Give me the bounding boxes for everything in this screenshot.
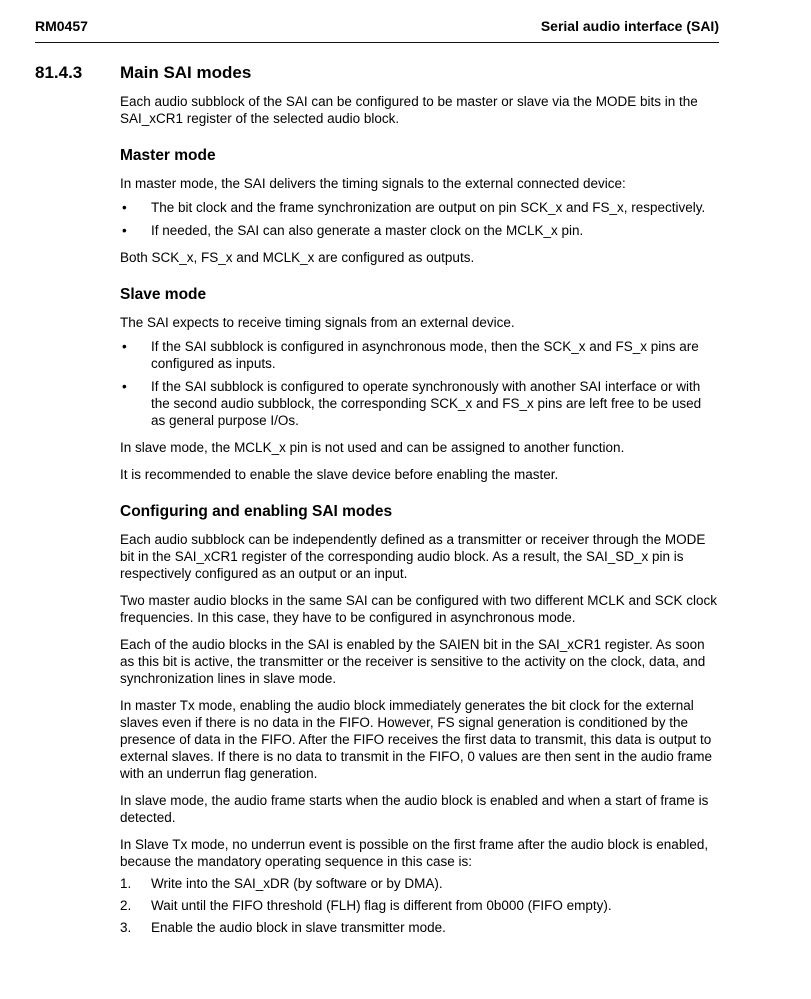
subheading-master-mode: Master mode xyxy=(120,147,216,164)
list-item-text: If the SAI subblock is configured to operate synchronously with another SAI interface or with the second audio subblock, the corresponding SCK_x and FS_x pins are left free to be used as general purpose I/Os. xyxy=(151,379,702,428)
section-content xyxy=(35,62,719,936)
section-number: 81.4.3 xyxy=(35,63,83,82)
slave-mode-bullet-list xyxy=(120,338,719,429)
paragraph-configuring-4: In master Tx mode, enabling the audio block immediately generates the bit clock for the external slaves even if there is no data in the FIFO. However, FS signal generation is conditioned by the presence of data in the FIFO. After the FIFO receives the first data to transmit, this data is output to external slaves. If there is no data to transmit in the FIFO, 0 values are then sent in the audio frame with an underrun flag generation. xyxy=(120,698,713,781)
bullet-icon: • xyxy=(122,339,127,354)
list-item-text: If the SAI subblock is configured in asynchronous mode, then the SCK_x and FS_x pins are configured as inputs. xyxy=(151,339,699,371)
paragraph-configuring-5: In slave mode, the audio frame starts when the audio block is enabled and when a start of frame is detected. xyxy=(120,793,709,825)
section-heading xyxy=(35,62,719,83)
paragraph-configuring-6: In Slave Tx mode, no underrun event is possible on the first frame after the audio block is enabled, because the mandatory operating sequence in this case is: xyxy=(120,837,709,869)
master-mode-bullet-list xyxy=(120,199,719,239)
paragraph-master-lead: In master mode, the SAI delivers the timing signals to the external connected device: xyxy=(120,176,626,191)
step-number: 2. xyxy=(120,898,132,913)
header-title: Serial audio interface (SAI) xyxy=(540,18,719,34)
step-number: 1. xyxy=(120,876,132,891)
step-number: 3. xyxy=(120,920,132,935)
numbered-list-item xyxy=(120,919,719,936)
bullet-icon: • xyxy=(122,200,127,215)
section-title: Main SAI modes xyxy=(120,63,252,82)
list-item xyxy=(120,199,719,216)
paragraph-configuring-2: Two master audio blocks in the same SAI can be configured with two different MCLK and SCK clock frequencies. In this case, they have to be configured in asynchronous mode. xyxy=(120,593,718,625)
numbered-list-item xyxy=(120,875,719,892)
list-item xyxy=(120,378,719,429)
subheading-slave-mode: Slave mode xyxy=(120,286,207,303)
bullet-icon: • xyxy=(122,223,127,238)
paragraph-intro: Each audio subblock of the SAI can be configured to be master or slave via the MODE bits in the SAI_xCR1 register of the selected audio block. xyxy=(120,94,698,126)
header-doc-id: RM0457 xyxy=(35,18,88,34)
step-text: Enable the audio block in slave transmitter mode. xyxy=(151,920,446,935)
list-item xyxy=(120,338,719,372)
paragraph-configuring-1: Each audio subblock can be independently defined as a transmitter or receiver through the MODE bit in the SAI_xCR1 register of the corresponding audio block. As a result, the SAI_SD_x pin is respectively configured as an output or an input. xyxy=(120,532,706,581)
page-header xyxy=(0,0,811,33)
paragraph-master-closing: Both SCK_x, FS_x and MCLK_x are configured as outputs. xyxy=(120,250,475,265)
paragraph-configuring-3: Each of the audio blocks in the SAI is enabled by the SAIEN bit in the SAI_xCR1 register. As soon as this bit is active, the transmitter or the receiver is sensitive to the activity on the clock, data, and synchronization lines in slave mode. xyxy=(120,637,706,686)
bullet-icon: • xyxy=(122,379,127,394)
list-item xyxy=(120,222,719,239)
paragraph-slave-recommend: It is recommended to enable the slave device before enabling the master. xyxy=(120,467,559,482)
step-text: Wait until the FIFO threshold (FLH) flag is different from 0b000 (FIFO empty). xyxy=(151,898,612,913)
subheading-configuring: Configuring and enabling SAI modes xyxy=(120,503,393,520)
list-item-text: If needed, the SAI can also generate a master clock on the MCLK_x pin. xyxy=(151,223,584,238)
step-text: Write into the SAI_xDR (by software or by DMA). xyxy=(151,876,443,891)
paragraph-slave-lead: The SAI expects to receive timing signals from an external device. xyxy=(120,315,515,330)
numbered-list-item xyxy=(120,897,719,914)
header-rule xyxy=(35,42,719,43)
list-item-text: The bit clock and the frame synchronization are output on pin SCK_x and FS_x, respectively. xyxy=(151,200,706,215)
slave-tx-step-list xyxy=(120,875,719,936)
paragraph-slave-mclk: In slave mode, the MCLK_x pin is not used and can be assigned to another function. xyxy=(120,440,625,455)
